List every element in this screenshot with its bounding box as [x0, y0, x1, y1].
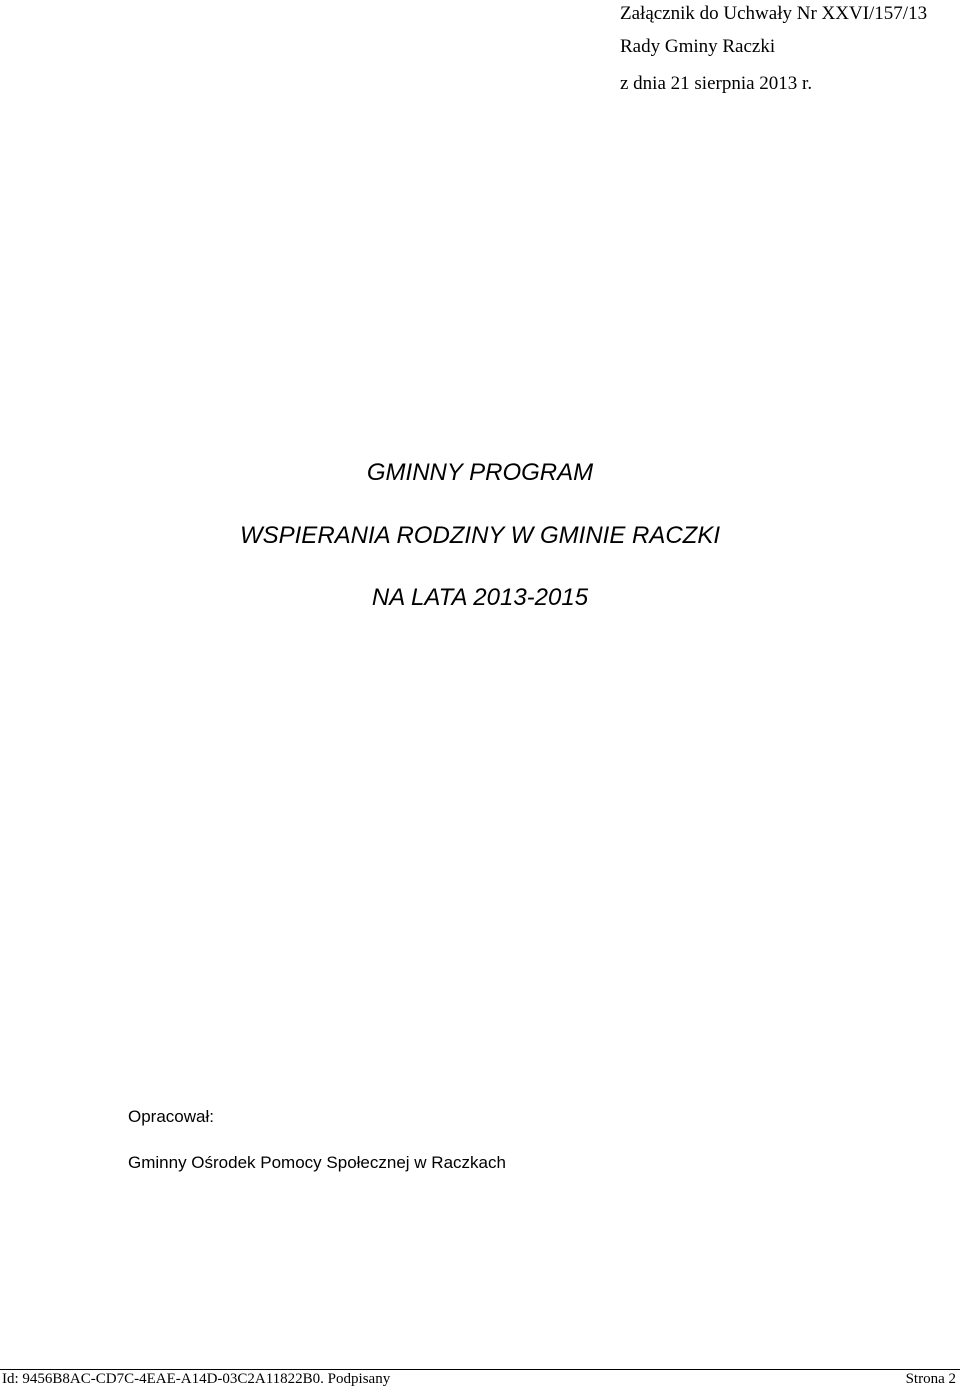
page-footer — [0, 1370, 960, 1389]
resolution-date: z dnia 21 sierpnia 2013 r. — [620, 73, 813, 94]
prepared-by-author: Gminny Ośrodek Pomocy Społecznej w Raczkach — [128, 1153, 506, 1172]
prepared-by-label: Opracował: — [128, 1107, 214, 1126]
attachment-reference: Załącznik do Uchwały Nr XXVI/157/13 — [620, 3, 928, 24]
page-number: Strona 2 — [905, 1371, 956, 1387]
title-line-2: WSPIERANIA RODZINY W GMINIE RACZKI — [239, 522, 721, 549]
title-line-3: NA LATA 2013-2015 — [371, 584, 589, 611]
document-id: Id: 9456B8AC-CD7C-4EAE-A14D-03C2A11822B0. Podpisany — [2, 1371, 391, 1387]
council-name: Rady Gminy Raczki — [620, 36, 776, 57]
title-line-1: GMINNY PROGRAM — [366, 459, 594, 486]
